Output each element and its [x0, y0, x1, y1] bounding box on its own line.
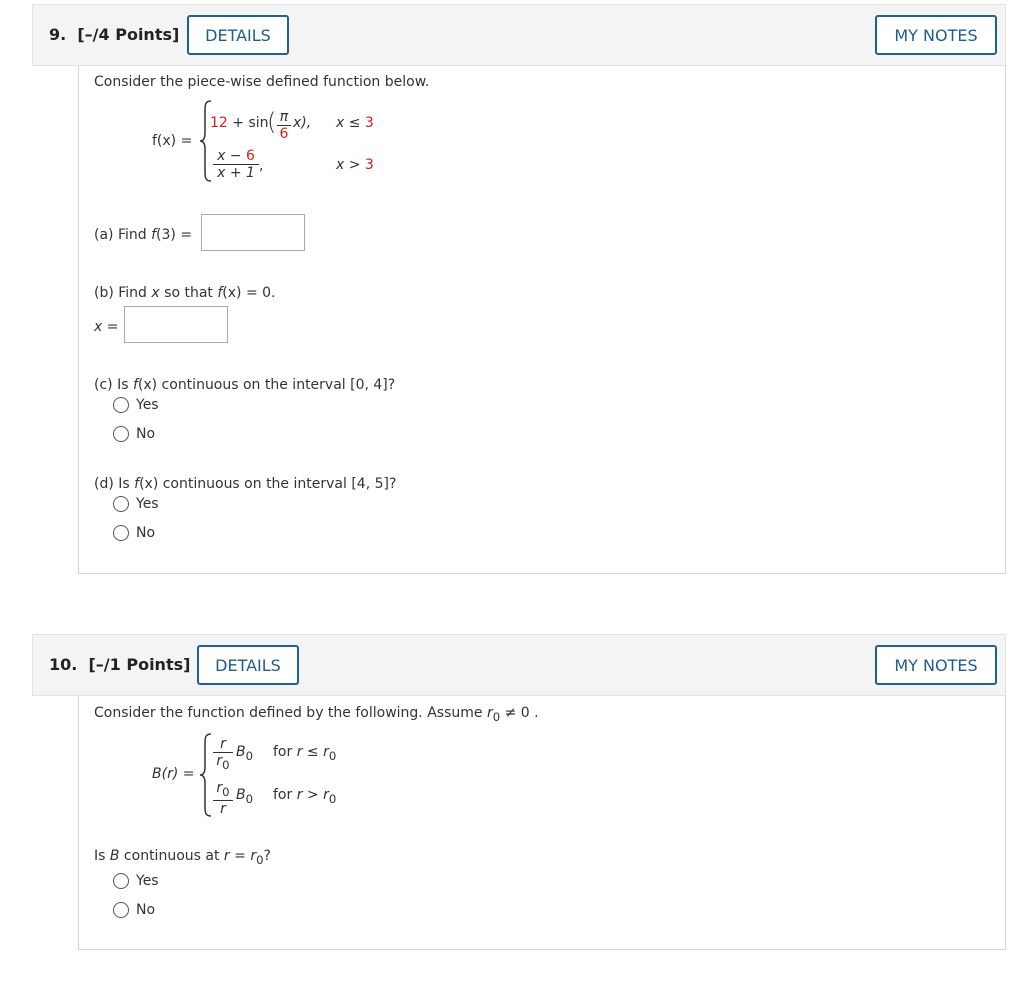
q9-piece1-cond-val: 3 [364, 115, 374, 131]
q9b-label-x: x [151, 285, 160, 301]
q9d-no-label[interactable]: No [136, 525, 156, 541]
q10-my-notes-button[interactable]: MY NOTES [875, 645, 997, 685]
q9-piece2-num [213, 148, 259, 164]
q10-piece1-cond-pre: for [273, 744, 297, 760]
q9-body [78, 66, 1006, 574]
q9a-label-post: (3) = [156, 227, 193, 243]
q9-title [49, 25, 179, 44]
q9-pi-over-6 [277, 109, 291, 142]
q9-my-notes-button[interactable]: MY NOTES [875, 15, 997, 55]
q9-header [32, 4, 1006, 66]
q10-piece2-cond-pre: for [273, 787, 297, 803]
q10-prompt-post: ≠ 0 . [500, 705, 539, 721]
q9d-label-post: (x) continuous on the interval [4, 5]? [139, 476, 397, 492]
q10-piece1-B-letter: B [236, 744, 246, 760]
q9c-yes-label[interactable]: Yes [136, 397, 159, 413]
q10-question-r0: r [250, 848, 257, 864]
q10-prompt-sub: 0 [492, 709, 501, 724]
q9-six: 6 [277, 125, 291, 142]
q9-details-button[interactable]: DETAILS [187, 15, 289, 55]
q10-piece1-B [236, 744, 253, 763]
q10-number: 10. [49, 655, 78, 674]
q9c-label-fn: f [132, 377, 138, 393]
q9b-label-pre: (b) Find [94, 285, 152, 301]
q9-piece2-frac [213, 148, 259, 181]
q9d-label-pre: (d) Is [94, 476, 135, 492]
q10-question-post: ? [263, 848, 271, 864]
q10-piece1-B-sub: 0 [245, 748, 254, 763]
q9c-no-label[interactable]: No [136, 426, 156, 442]
q10-question-r: r [223, 848, 230, 864]
q9a-label-pre: (a) Find [94, 227, 152, 243]
q9d-yes-radio[interactable] [113, 496, 129, 512]
q9-paren-open: ( [267, 108, 277, 136]
q10-piece2-den: r [213, 800, 233, 817]
q10-question-mid: continuous at [119, 848, 224, 864]
q9-prompt: Consider the piece-wise defined function below. [94, 74, 430, 90]
q10-piece2-cond-op: > [302, 787, 324, 803]
q9-piece2-num-var: x − [217, 148, 246, 164]
q9b-label-fn: f [217, 285, 223, 301]
q9d-no-radio[interactable] [113, 525, 129, 541]
q9-piece2-cond-var: x > [336, 157, 365, 173]
q9-points: [–/4 Points] [77, 25, 180, 44]
q9c-no-radio[interactable] [113, 426, 129, 442]
q9c-label [94, 377, 395, 393]
q9d-label [94, 476, 396, 492]
q9-piece2-num-val: 6 [246, 148, 255, 164]
q9c-label-pre: (c) Is [94, 377, 133, 393]
q9b-label-post: (x) = 0. [222, 285, 276, 301]
q10-piece1-num: r [220, 736, 226, 752]
q10-prompt-r: r [486, 705, 493, 721]
q10-piece1-cond-r: r [296, 744, 303, 760]
q9-piece1-cond [336, 115, 374, 131]
q10-piece1-cond-r0: r [323, 744, 329, 760]
q10-piece2-B-letter: B [236, 787, 246, 803]
q10-piece2-cond [273, 787, 336, 806]
q9c-label-post: (x) continuous on the interval [0, 4]? [137, 377, 396, 393]
q10-brace [199, 732, 213, 818]
q10-piece2-cond-sub: 0 [328, 791, 337, 806]
q10-piece2-B [236, 787, 253, 806]
q10-piece2-frac [213, 780, 233, 817]
q10-piece1-frac [213, 736, 233, 773]
q10-piece1-den-sub: 0 [222, 757, 230, 772]
q9b-label [94, 285, 275, 301]
q10-piece1-cond-op: ≤ [302, 744, 324, 760]
q9d-yes-label[interactable]: Yes [136, 496, 159, 512]
q10-piece2-num-r: r [216, 780, 223, 796]
q9-func-name: f(x) = [152, 133, 193, 149]
q9-brace [199, 99, 213, 183]
q9-piece2-cond [336, 157, 374, 173]
q10-question [94, 848, 271, 867]
q9-piece2-comma: , [259, 158, 264, 174]
q10-prompt-pre: Consider the function defined by the following. Assume [94, 705, 487, 721]
q10-piece1-den [213, 752, 233, 773]
q9-piece1-expr [210, 115, 269, 131]
q10-piece1-cond-sub: 0 [328, 748, 337, 763]
q9b-x-label: x = [94, 319, 119, 335]
q9-piece1-x: x), [293, 115, 312, 131]
q10-piece2-num-sub: 0 [222, 784, 230, 799]
q10-question-eq: = [229, 848, 251, 864]
q9-pi: π [279, 109, 289, 125]
q10-body [78, 696, 1006, 950]
q10-no-radio[interactable] [113, 902, 129, 918]
q9-piece2-cond-val: 3 [364, 157, 374, 173]
q9b-label-mid: so that [159, 285, 218, 301]
q9a-label [94, 227, 192, 243]
q10-piece1-cond [273, 744, 336, 763]
q10-piece2-B-sub: 0 [245, 791, 254, 806]
q10-title [49, 655, 190, 674]
q10-piece1-den-r: r [216, 753, 223, 769]
q10-points: [–/1 Points] [88, 655, 191, 674]
q9-number: 9. [49, 25, 67, 44]
q10-question-sub: 0 [256, 852, 264, 867]
q10-question-B: B [109, 848, 120, 864]
q10-piece2-cond-r0: r [323, 787, 329, 803]
q10-no-label[interactable]: No [136, 902, 156, 918]
q9-piece2-den: x + 1 [213, 164, 259, 181]
q9-piece1-const: 12 [210, 115, 228, 131]
q10-piece2-cond-r: r [296, 787, 303, 803]
q9a-answer-input[interactable] [201, 214, 305, 251]
q10-prompt [94, 705, 539, 724]
q10-piece2-num [213, 780, 233, 800]
q9a-label-fn: f [151, 227, 157, 243]
q10-yes-label[interactable]: Yes [136, 873, 159, 889]
q10-question-pre: Is [94, 848, 110, 864]
q9-piece1-cond-var: x ≤ [336, 115, 365, 131]
q10-yes-radio[interactable] [113, 873, 129, 889]
q9c-yes-radio[interactable] [113, 397, 129, 413]
q9d-label-fn: f [134, 476, 140, 492]
q9b-answer-input[interactable] [124, 306, 228, 343]
q10-details-button[interactable]: DETAILS [197, 645, 299, 685]
q10-header [32, 634, 1006, 696]
q9-piece1-sin: + sin [227, 115, 269, 131]
q10-func-name: B(r) = [152, 766, 195, 782]
